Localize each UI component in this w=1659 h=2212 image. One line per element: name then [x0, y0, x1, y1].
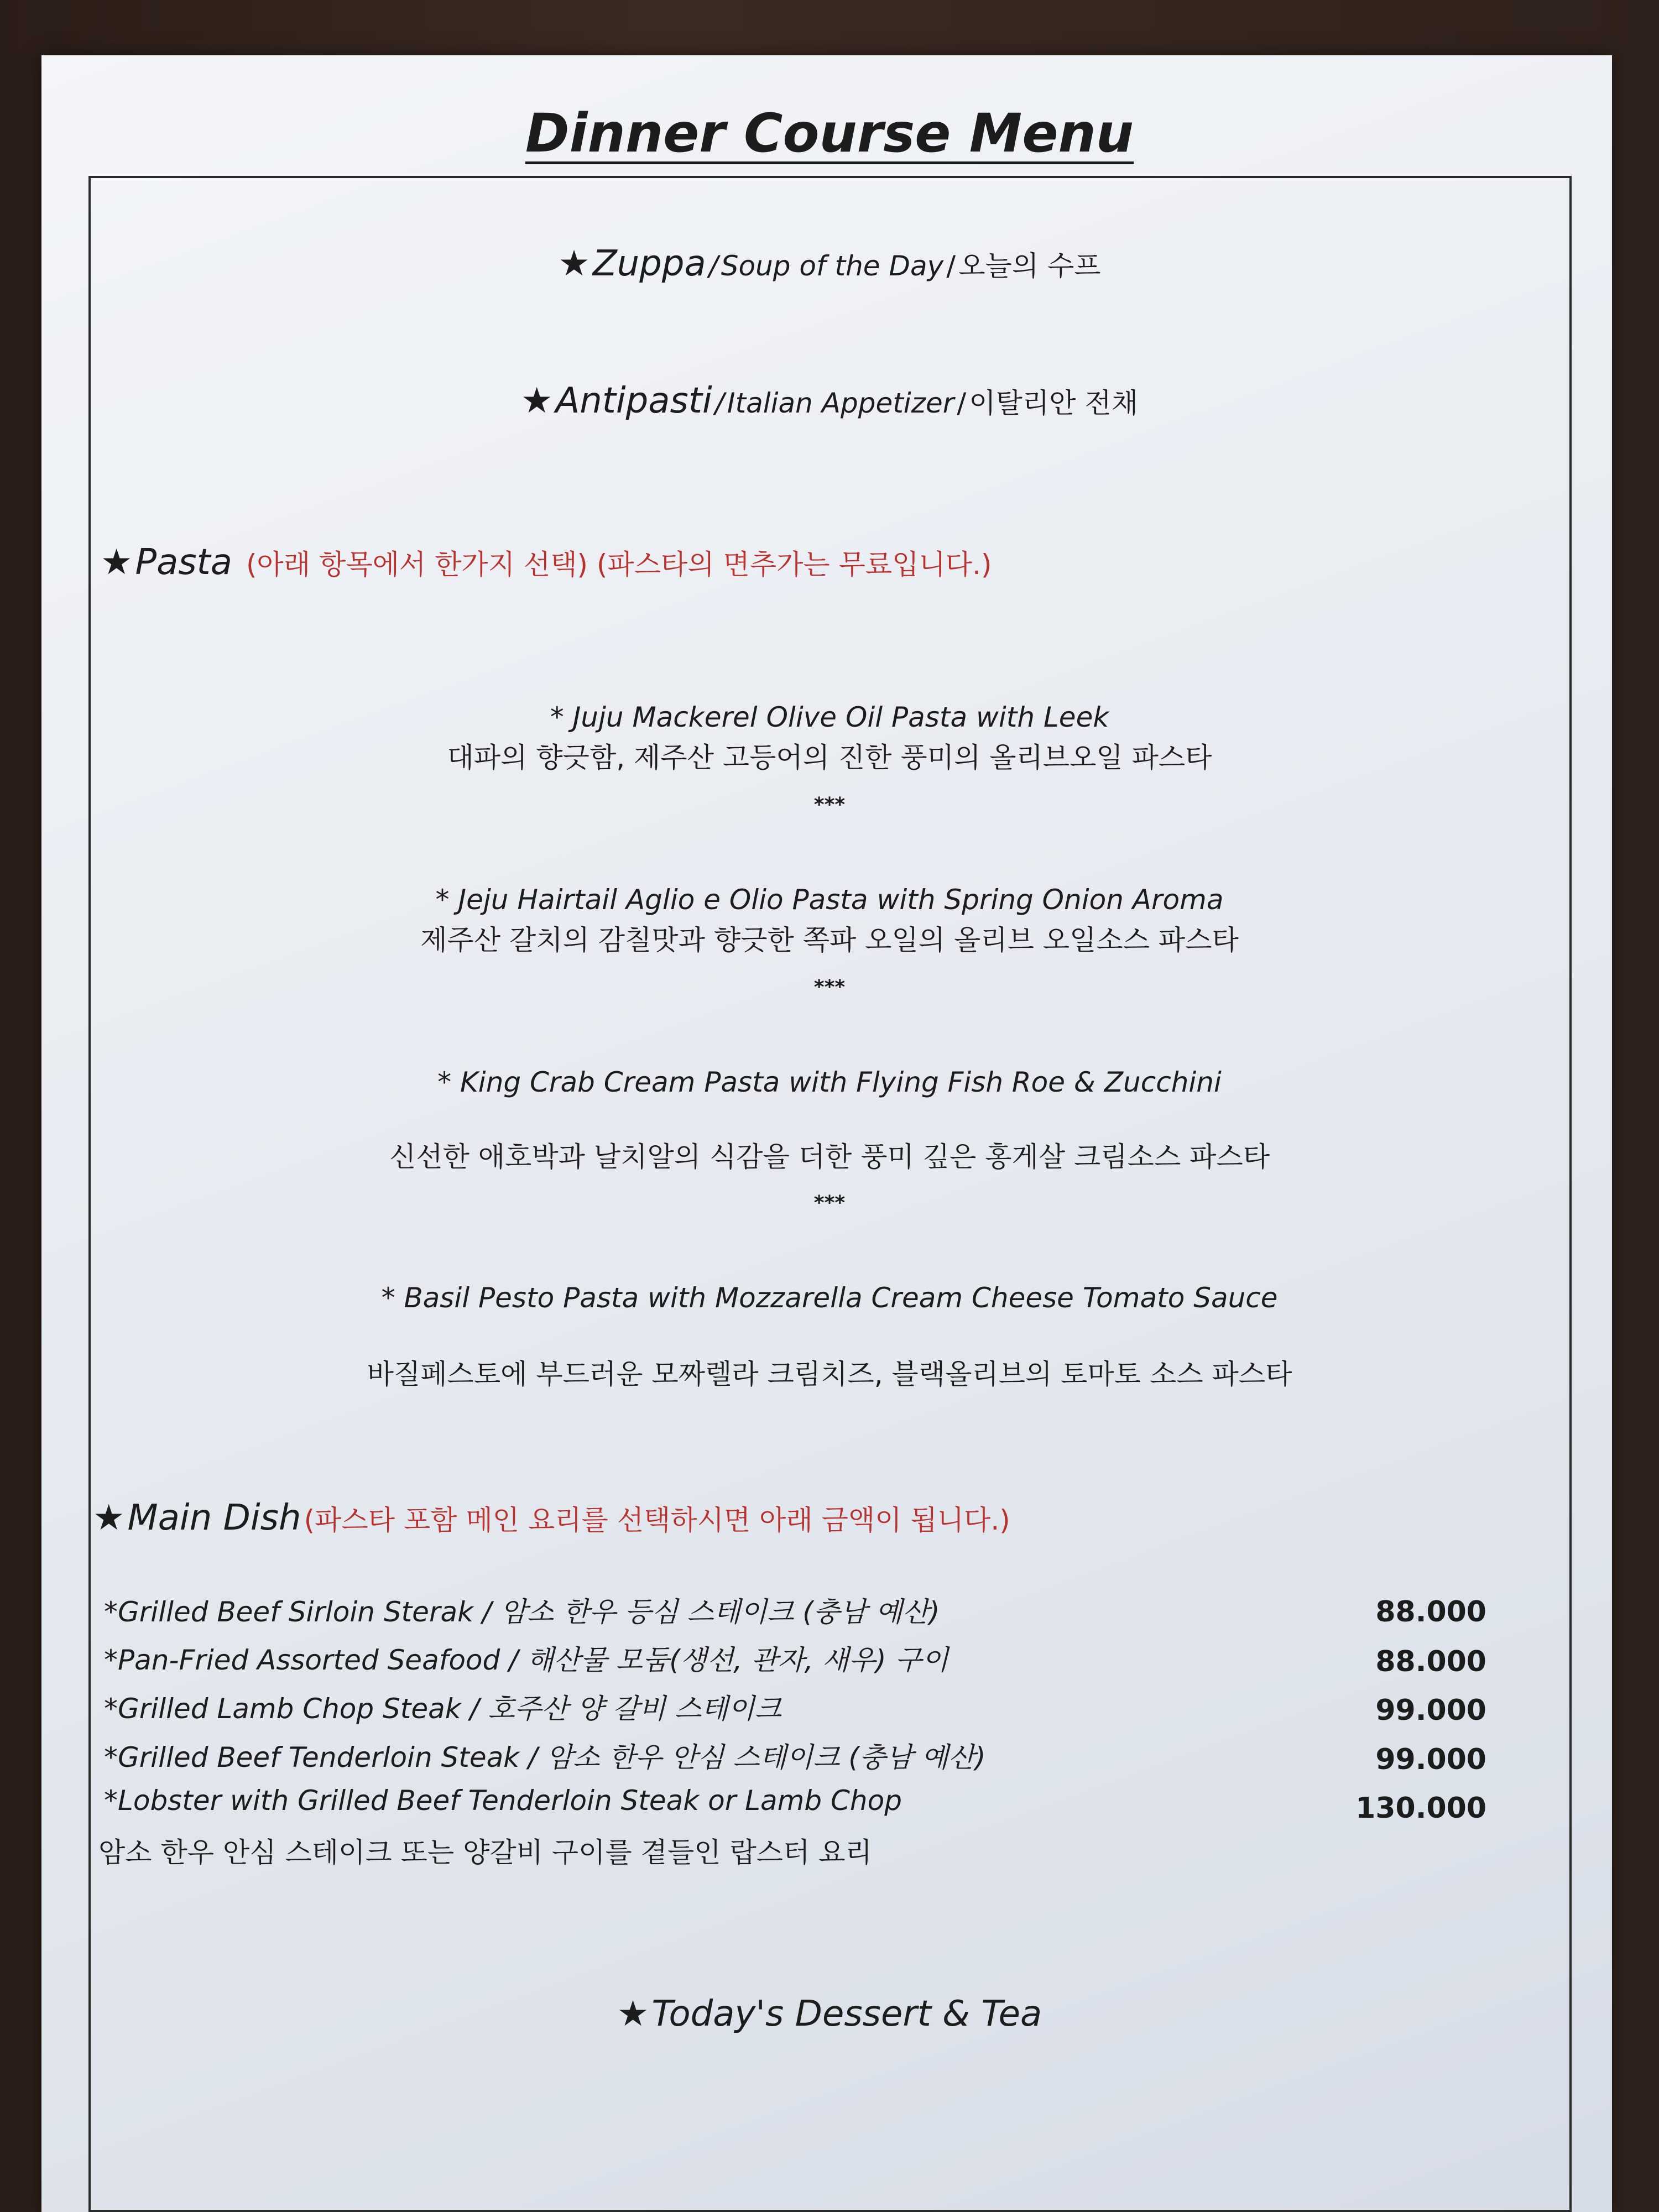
pasta-item-3-en: * King Crab Cream Pasta with Flying Fish Roe & Zucchini	[437, 1066, 1222, 1098]
pasta-item-1-en: * Juju Mackerel Olive Oil Pasta with Leek	[550, 701, 1109, 733]
star-icon: ★	[101, 542, 133, 583]
pasta-item-4-kr: 바질페스토에 부드러운 모짜렐라 크림치즈, 블랙올리브의 토마토 소스 파스타	[367, 1358, 1292, 1390]
pasta-separator: ***	[813, 1192, 846, 1214]
pasta-item-2-en: * Jeju Hairtail Aglio e Olio Pasta with Spring Onion Aroma	[435, 884, 1224, 916]
main-dish-note: (파스타 포함 메인 요리를 선택하시면 아래 금액이 됩니다.)	[304, 1504, 1010, 1536]
main-dish-heading	[93, 1498, 1010, 1538]
dessert-name: Today's Dessert & Tea	[651, 1994, 1042, 2034]
dessert-section	[0, 1994, 1659, 2034]
zuppa-name: Zuppa	[592, 243, 706, 284]
zuppa-section	[0, 243, 1659, 284]
antipasti-kr: 이탈리안 전채	[969, 387, 1139, 419]
pasta-item-2-kr: 제주산 갈치의 감칠맛과 향긋한 쪽파 오일의 올리브 오일소스 파스타	[420, 924, 1239, 956]
zuppa-kr: 오늘의 수프	[958, 250, 1101, 282]
pasta-separator: ***	[813, 976, 846, 999]
main-dish-price-1: 88.000	[1375, 1595, 1486, 1629]
antipasti-section	[0, 380, 1659, 421]
pasta-note: (아래 항목에서 한가지 선택) (파스타의 면추가는 무료입니다.)	[246, 549, 992, 581]
pasta-name: Pasta	[135, 542, 232, 583]
main-dish-price-4: 99.000	[1375, 1743, 1486, 1776]
pasta-item-3-kr: 신선한 애호박과 날치알의 식감을 더한 풍미 깊은 홍게살 크림소스 파스타	[389, 1141, 1270, 1173]
main-dish-item-1: *Grilled Beef Sirloin Sterak / 암소 한우 등심 스테이크 (충남 예산)	[104, 1596, 940, 1628]
pasta-item-4-en: * Basil Pesto Pasta with Mozzarella Cream Cheese Tomato Sauce	[381, 1282, 1278, 1314]
star-icon: ★	[520, 380, 553, 421]
pasta-item-1-kr: 대파의 향긋함, 제주산 고등어의 진한 풍미의 올리브오일 파스타	[447, 742, 1212, 774]
main-dish-item-4: *Grilled Beef Tenderloin Steak / 암소 한우 안심 스테이크 (충남 예산)	[104, 1741, 986, 1773]
main-dish-name: Main Dish	[127, 1498, 301, 1538]
star-icon: ★	[93, 1498, 125, 1538]
main-dish-item-3: *Grilled Lamb Chop Steak / 호주산 양 갈비 스테이크	[104, 1693, 782, 1725]
antipasti-name: Antipasti	[555, 380, 712, 421]
star-icon: ★	[617, 1994, 649, 2034]
main-dish-price-5: 130.000	[1355, 1792, 1486, 1825]
main-dish-price-3: 99.000	[1375, 1694, 1486, 1727]
pasta-section-heading	[101, 542, 992, 583]
star-icon: ★	[558, 243, 590, 284]
main-dish-item-2: *Pan-Fried Assorted Seafood / 해산물 모둠(생선, 관자, 새우) 구이	[104, 1644, 949, 1676]
antipasti-en: Italian Appetizer	[727, 387, 954, 419]
antipasti-sep: /	[714, 387, 724, 419]
main-dish-lobster-kr: 암소 한우 안심 스테이크 또는 양갈비 구이를 곁들인 랍스터 요리	[98, 1837, 872, 1869]
menu-title: Dinner Course Menu	[525, 102, 1134, 164]
zuppa-sep: /	[708, 250, 718, 282]
zuppa-sep-2: /	[946, 250, 956, 282]
antipasti-sep-2: /	[957, 387, 967, 419]
pasta-separator: ***	[813, 794, 846, 816]
main-dish-price-2: 88.000	[1375, 1645, 1486, 1678]
main-dish-item-5: *Lobster with Grilled Beef Tenderloin Steak or Lamb Chop	[104, 1785, 902, 1817]
zuppa-en: Soup of the Day	[721, 250, 944, 282]
